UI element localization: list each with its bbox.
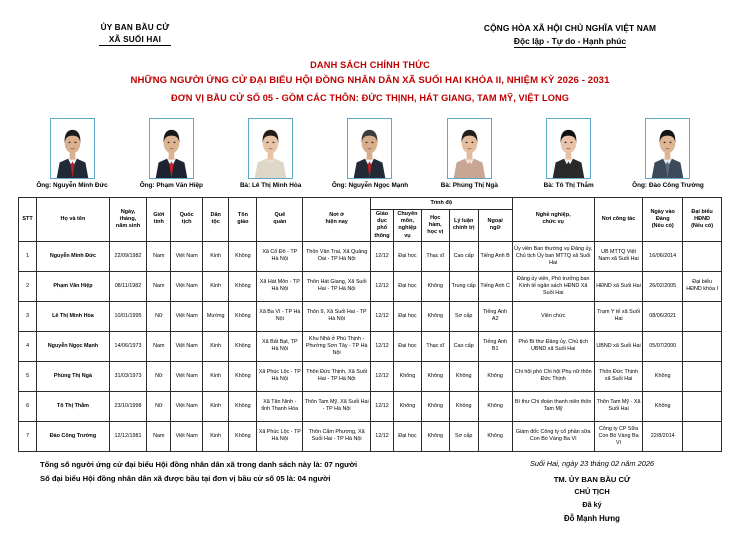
table-header-ethnicity: Dân tộc [202, 198, 229, 242]
cell-party_date: Không [643, 391, 683, 421]
signature-role: CHỦ TỊCH [574, 486, 610, 496]
table-row [19, 361, 722, 391]
cell-party_date: Không [643, 361, 683, 391]
cell-religion: Không [229, 391, 257, 421]
cell-hdnd [683, 241, 722, 271]
cell-political: Trung cấp [449, 271, 478, 301]
cell-sex: Nữ [147, 361, 171, 391]
authority-line-2: XÃ SUỐI HAI [30, 34, 240, 46]
table-header-hometown: Quê quán [257, 198, 303, 242]
cell-political: Cao cấp [449, 241, 478, 271]
table-header-nationality: Quốc tịch [171, 198, 202, 242]
cell-dob: 08/11/1982 [109, 271, 147, 301]
table-header-dob: Ngày, tháng, năm sinh [109, 198, 147, 242]
cell-job: Viên chức [512, 301, 594, 331]
cell-hdnd: Đại biểu HĐND khóa I [683, 271, 722, 301]
cell-prof: Đại học [394, 301, 422, 331]
cell-job: Phó Bí thư Đảng ủy, Chủ tịch UBND xã Suối Hai [512, 331, 594, 361]
signature-block [462, 458, 722, 525]
cell-religion: Không [229, 241, 257, 271]
table-header-group-education-level: Trình độ [371, 198, 513, 210]
table-body [19, 241, 722, 451]
cell-workplace: Công ty CP Sữa Con Bò Vàng Ba Vì [594, 421, 642, 451]
table-header-academic: Học hàm, học vị [421, 210, 449, 242]
document-titles [18, 57, 722, 106]
cell-language: Tiếng Anh B [478, 241, 512, 271]
cell-dob: 22/09/1982 [109, 241, 147, 271]
cell-ethnicity: Kinh [202, 391, 229, 421]
signature-name: Đỗ Mạnh Hưng [564, 513, 620, 523]
cell-party_date: 26/02/2005 [643, 271, 683, 301]
cell-ethnicity: Mường [202, 301, 229, 331]
table-header-prof: Chuyên môn, nghiệp vụ [394, 210, 422, 242]
candidate-photo-cell [322, 118, 418, 189]
cell-job: Giám đốc Công ty cổ phần sữa Con Bò Vàng Ba Vì [512, 421, 594, 451]
cell-job: Ủy viên Ban thường vụ Đảng ủy, Chủ tịch Ủy ban MTTQ xã Suối Hai [512, 241, 594, 271]
cell-academic: Không [421, 391, 449, 421]
cell-religion: Không [229, 301, 257, 331]
summary-block [18, 458, 357, 487]
table-header-language: Ngoại ngữ [478, 210, 512, 242]
cell-dob: 31/03/1973 [109, 361, 147, 391]
cell-sex: Nữ [147, 301, 171, 331]
cell-language: Tiếng Anh A2 [478, 301, 512, 331]
cell-name: Phùng Thị Ngà [37, 361, 110, 391]
authority-line-1: ỦY BAN BẦU CỬ [100, 23, 170, 32]
cell-sex: Nam [147, 241, 171, 271]
table-header-name: Họ và tên [37, 198, 110, 242]
cell-nationality: Việt Nam [171, 361, 202, 391]
summary-total-candidates: Tổng số người ứng cử đại biểu Hội đồng nhân dân xã trong danh sách này là: 07 người [40, 459, 358, 469]
cell-academic: Thạc sĩ [421, 241, 449, 271]
cell-edu: 12/12 [371, 391, 394, 421]
title-electoral-unit: ĐƠN VỊ BẦU CỬ SỐ 05 - GỒM CÁC THÔN: ĐỨC THỊNH, HÁT GIANG, TAM MỸ, VIỆT LONG [171, 93, 569, 104]
cell-hometown: Xã Hát Môn - TP Hà Nội [257, 271, 303, 301]
candidate-photo-cell [24, 118, 120, 189]
cell-religion: Không [229, 271, 257, 301]
cell-language: Tiếng Anh B1 [478, 331, 512, 361]
candidate-portrait [248, 118, 293, 179]
cell-party_date: 08/06/2021 [643, 301, 683, 331]
candidate-portrait [447, 118, 492, 179]
cell-address: Khu Nhà ở Phú Thịnh - Phường Sơn Tây - TP Hà Nội [303, 331, 371, 361]
cell-prof: Đại học [394, 241, 422, 271]
cell-hdnd [683, 421, 722, 451]
table-header-political: Lý luận chính trị [449, 210, 478, 242]
table-header-row-group [19, 198, 722, 210]
table-header-edu: Giáo dục phổ thông [371, 210, 394, 242]
cell-prof: Đại học [394, 271, 422, 301]
national-motto: Độc lập - Tự do - Hạnh phúc [513, 35, 627, 46]
cell-edu: 12/12 [371, 331, 394, 361]
cell-hdnd [683, 331, 722, 361]
title-main: DANH SÁCH CHÍNH THỨC [310, 60, 430, 71]
cell-hdnd [683, 361, 722, 391]
candidate-photo-cell [123, 118, 219, 189]
cell-nationality: Việt Nam [171, 331, 202, 361]
cell-workplace: Thôn Đức Thịnh xã Suối Hai [594, 361, 642, 391]
cell-edu: 12/12 [371, 421, 394, 451]
candidate-portrait [347, 118, 392, 179]
table-row [19, 271, 722, 301]
cell-hometown: Xã Phúc Lộc - TP Hà Nội [257, 421, 303, 451]
cell-ethnicity: Kinh [202, 421, 229, 451]
cell-nationality: Việt Nam [171, 271, 202, 301]
document-footer [18, 458, 722, 525]
candidate-portrait [149, 118, 194, 179]
table-header-stt: STT [19, 198, 37, 242]
national-heading [430, 22, 710, 47]
cell-hdnd [683, 301, 722, 331]
cell-political: Sơ cấp [449, 421, 478, 451]
cell-dob: 12/12/1981 [109, 421, 147, 451]
cell-name: Lê Thị Minh Hòa [37, 301, 110, 331]
cell-hometown: Xã Bất Bạt, TP Hà Nội [257, 331, 303, 361]
candidate-table-container [18, 197, 722, 452]
table-header-religion: Tôn giáo [229, 198, 257, 242]
title-subtitle: NHỮNG NGƯỜI ỨNG CỬ ĐẠI BIỂU HỘI ĐỒNG NHÂN DÂN XÃ SUỐI HAI KHÓA II, NHIỆM KỲ 2026 - 2031 [130, 75, 610, 87]
cell-stt: 7 [19, 421, 37, 451]
cell-political: Cao cấp [449, 331, 478, 361]
summary-seats: Số đại biểu Hội đồng nhân dân xã được bầu tại đơn vị bầu cử số 05 là: 04 người [40, 474, 331, 484]
cell-address: Thôn Đức Thịnh, Xã Suối Hai - TP Hà Nội [303, 361, 371, 391]
candidate-photo-strip [18, 118, 722, 189]
issuing-authority [30, 22, 240, 46]
candidate-photo-caption: Bà: Lê Thị Minh Hòa [239, 182, 302, 190]
cell-dob: 23/10/1998 [109, 391, 147, 421]
cell-party_date: 16/06/2014 [643, 241, 683, 271]
candidate-table [18, 197, 722, 452]
cell-address: Thôn Cẩm Phương, Xã Suối Hai - TP Hà Nội [303, 421, 371, 451]
cell-prof: Đại học [394, 331, 422, 361]
table-row [19, 421, 722, 451]
cell-dob: 14/06/1973 [109, 331, 147, 361]
cell-ethnicity: Kinh [202, 361, 229, 391]
candidate-portrait [546, 118, 591, 179]
table-row [19, 331, 722, 361]
cell-language: Không [478, 391, 512, 421]
cell-job: Đảng ủy viên, Phó trưởng ban Kinh tế ngân sách HĐND Xã Suối Hai [512, 271, 594, 301]
cell-hometown: Xã Tân Ninh - tỉnh Thanh Hóa [257, 391, 303, 421]
cell-academic: Không [421, 271, 449, 301]
cell-academic: Thạc sĩ [421, 331, 449, 361]
candidate-portrait [645, 118, 690, 179]
cell-hometown: Xã Cổ Đô - TP Hà Nội [257, 241, 303, 271]
table-header-party_date: Ngày vào Đảng (Nếu có) [643, 198, 683, 242]
table-head [19, 198, 722, 242]
cell-nationality: Việt Nam [171, 241, 202, 271]
cell-address: Thôn 9, Xã Suối Hai - TP Hà Nội [303, 301, 371, 331]
candidate-photo-caption: Ông: Nguyễn Ngọc Mạnh [331, 182, 409, 190]
cell-name: Đào Công Trường [37, 421, 110, 451]
table-header-job: Nghề nghiệp, chức vụ [512, 198, 594, 242]
cell-workplace: UBND xã Suối Hai [594, 331, 642, 361]
cell-academic: Không [421, 421, 449, 451]
cell-workplace: HĐND xã Suối Hai [594, 271, 642, 301]
cell-ethnicity: Kinh [202, 241, 229, 271]
cell-hometown: Xã Phúc Lộc - TP Hà Nội [257, 361, 303, 391]
candidate-photo-caption: Bà: Tô Thị Thắm [543, 182, 594, 190]
table-header-sex: Giới tính [147, 198, 171, 242]
candidate-photo-caption: Ông: Phạm Văn Hiệp [139, 182, 203, 190]
cell-language: Không [478, 361, 512, 391]
cell-political: Sơ cấp [449, 301, 478, 331]
cell-hdnd [683, 391, 722, 421]
cell-political: Không [449, 391, 478, 421]
cell-edu: 12/12 [371, 301, 394, 331]
cell-academic: Không [421, 301, 449, 331]
cell-party_date: 05/07/2000 [643, 331, 683, 361]
national-title: CỘNG HÒA XÃ HỘI CHỦ NGHĨA VIỆT NAM [483, 23, 657, 33]
cell-dob: 10/01/1995 [109, 301, 147, 331]
cell-language: Không [478, 421, 512, 451]
candidate-photo-caption: Bà: Phùng Thị Ngà [440, 182, 498, 190]
cell-nationality: Việt Nam [171, 391, 202, 421]
cell-nationality: Việt Nam [171, 421, 202, 451]
cell-sex: Nam [147, 331, 171, 361]
cell-prof: Đại học [394, 421, 422, 451]
cell-job: Chi hội phó Chi hội Phụ nữ thôn Đức Thịnh [512, 361, 594, 391]
signature-place-date: Suối Hai, ngày 23 tháng 02 năm 2026 [529, 458, 655, 468]
candidate-photo-caption: Ông: Đào Công Trường [632, 182, 704, 190]
cell-job: Bí thư Chi đoàn thanh niên thôn Tam Mỹ [512, 391, 594, 421]
cell-language: Tiếng Anh C [478, 271, 512, 301]
cell-sex: Nam [147, 271, 171, 301]
table-row [19, 301, 722, 331]
cell-prof: Không [394, 391, 422, 421]
cell-name: Phạm Văn Hiệp [37, 271, 110, 301]
cell-nationality: Việt Nam [171, 301, 202, 331]
cell-name: Nguyễn Minh Đức [37, 241, 110, 271]
document-header [18, 22, 722, 47]
cell-religion: Không [229, 421, 257, 451]
candidate-photo-caption: Ông: Nguyễn Minh Đức [36, 182, 108, 190]
cell-edu: 12/12 [371, 241, 394, 271]
cell-hometown: Xã Ba Vì - TP Hà Nội [257, 301, 303, 331]
signature-signed-marker: Đã ký [582, 499, 602, 509]
cell-stt: 5 [19, 361, 37, 391]
cell-stt: 2 [19, 271, 37, 301]
signature-on-behalf: TM. ỦY BAN BẦU CỬ [553, 474, 631, 484]
cell-ethnicity: Kinh [202, 271, 229, 301]
cell-address: Thôn Tam Mỹ, Xã Suối Hai - TP Hà Nội [303, 391, 371, 421]
cell-stt: 6 [19, 391, 37, 421]
cell-edu: 12/12 [371, 271, 394, 301]
table-row [19, 241, 722, 271]
table-header-workplace: Nơi công tác [594, 198, 642, 242]
cell-stt: 4 [19, 331, 37, 361]
cell-sex: Nam [147, 421, 171, 451]
cell-workplace: Trạm Y tế xã Suối Hai [594, 301, 642, 331]
cell-academic: Không [421, 361, 449, 391]
cell-ethnicity: Kinh [202, 331, 229, 361]
table-header-address: Nơi ở hiện nay [303, 198, 371, 242]
cell-sex: Nữ [147, 391, 171, 421]
table-row [19, 391, 722, 421]
cell-name: Nguyễn Ngọc Mạnh [37, 331, 110, 361]
cell-stt: 3 [19, 301, 37, 331]
candidate-photo-cell [620, 118, 716, 189]
cell-religion: Không [229, 361, 257, 391]
cell-stt: 1 [19, 241, 37, 271]
cell-political: Không [449, 361, 478, 391]
cell-edu: 12/12 [371, 361, 394, 391]
cell-name: Tô Thị Thắm [37, 391, 110, 421]
cell-party_date: 22/8/2014 [643, 421, 683, 451]
cell-religion: Không [229, 331, 257, 361]
cell-workplace: Thôn Tam Mỹ - Xã Suối Hai [594, 391, 642, 421]
candidate-photo-cell [521, 118, 617, 189]
candidate-photo-cell [223, 118, 319, 189]
cell-address: Thôn Văn Trai, Xã Quảng Oai - TP Hà Nội [303, 241, 371, 271]
cell-address: Thôn Hát Giang, Xã Suối Hai - TP Hà Nội [303, 271, 371, 301]
cell-workplace: UB MTTQ Việt Nam xã Suối Hai [594, 241, 642, 271]
table-header-hdnd: Đại biểu HĐND (Nếu có) [683, 198, 722, 242]
candidate-portrait [50, 118, 95, 179]
candidate-photo-cell [421, 118, 517, 189]
cell-prof: Không [394, 361, 422, 391]
